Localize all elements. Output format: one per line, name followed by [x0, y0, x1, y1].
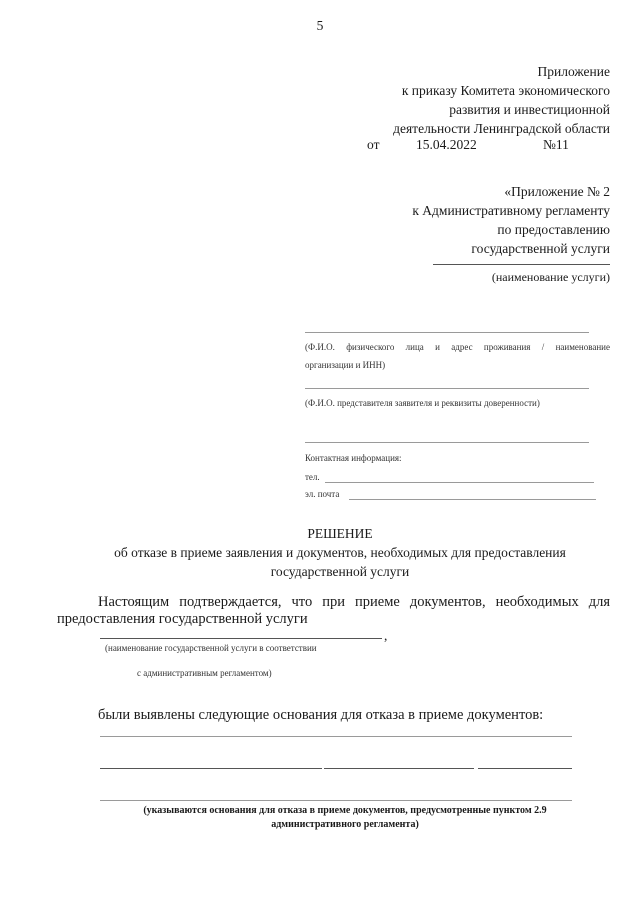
appendix-line-4: государственной услуги — [471, 241, 610, 256]
applicant-fio-caption-2: организации и ИНН) — [305, 360, 386, 370]
header-line-1: Приложение — [537, 64, 610, 79]
service-blank-caption-1: (наименование государственной услуги в соответствии — [105, 643, 317, 653]
representative-line — [305, 388, 589, 389]
applicant-fio-caption-1: (Ф.И.О. физического лица и адрес проживания / наименование — [305, 342, 610, 352]
decision-subtitle-2: государственной услуги — [270, 564, 410, 579]
contact-label: Контактная информация: — [305, 453, 402, 463]
decision-subtitle-1: об отказе в приеме заявления и документов, необходимых для предоставления — [114, 545, 566, 560]
service-name-blank-line — [100, 638, 382, 639]
tel-line — [325, 482, 594, 483]
appendix-line-3: по предоставлению — [497, 222, 610, 237]
grounds-line-1 — [100, 736, 572, 737]
contact-line — [305, 442, 589, 443]
decision-title: РЕШЕНИЕ — [307, 526, 373, 541]
header-date-prefix: от — [367, 137, 380, 152]
applicant-fio-line — [305, 332, 589, 333]
body-text-line-2: предоставления государственной услуги — [57, 611, 308, 627]
page-number: 5 — [316, 18, 324, 33]
service-name-caption: (наименование услуги) — [491, 270, 610, 284]
representative-caption: (Ф.И.О. представителя заявителя и реквизиты доверенности) — [305, 398, 540, 408]
header-line-4: деятельности Ленинградской области — [393, 121, 610, 136]
grounds-line-2b — [324, 768, 474, 769]
grounds-line-2c — [478, 768, 572, 769]
appendix-line-1: «Приложение № 2 — [504, 184, 610, 199]
service-name-comma: , — [384, 628, 388, 643]
service-name-line — [433, 264, 610, 265]
grounds-line-3 — [100, 800, 572, 801]
body-text-line-1: Настоящим подтверждается, что при приеме документов, необходимых для — [98, 594, 610, 610]
grounds-caption-2: административного регламента) — [271, 819, 419, 830]
appendix-line-2: к Административному регламенту — [412, 203, 610, 218]
email-line — [349, 499, 596, 500]
grounds-text: были выявлены следующие основания для отказа в приеме документов: — [98, 707, 544, 723]
header-line-3: развития и инвестиционной — [449, 102, 610, 117]
tel-label: тел. — [305, 472, 320, 482]
header-date: 15.04.2022 — [416, 137, 477, 152]
header-line-2: к приказу Комитета экономического — [401, 83, 610, 98]
grounds-caption-1: (указываются основания для отказа в приеме документов, предусмотренные пунктом 2.9 — [143, 805, 547, 816]
email-label: эл. почта — [305, 489, 340, 499]
grounds-line-2a — [100, 768, 322, 769]
header-number: №11 — [543, 137, 569, 152]
service-blank-caption-2: с административным регламентом) — [137, 668, 272, 678]
